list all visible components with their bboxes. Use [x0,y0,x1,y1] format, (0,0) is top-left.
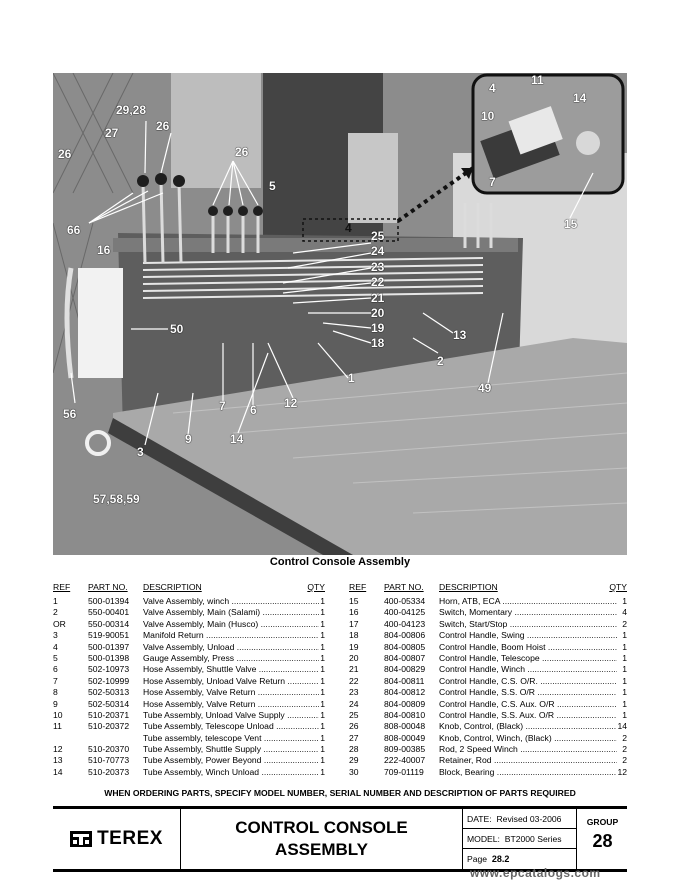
table-row [53,699,325,710]
table-row [53,607,325,618]
row-description: Control Handle, Boom Hoist ..... [439,642,617,653]
row-ref: 13 [53,755,63,766]
row-description: Control Handle, C.S. Aux. O/R ..... [439,699,617,710]
row-part-no: 804-00809 [384,698,426,709]
row-qty: 14 [617,721,627,732]
row-qty: 2 [622,732,627,743]
callout-20: 20 [371,306,385,320]
row-description: Tube Assembly, Winch Unload ..... [143,767,321,778]
callout-15: 15 [564,217,578,231]
callout-13: 13 [453,328,467,342]
row-ref: OR [53,618,66,629]
parts-column-left [53,582,325,778]
inset-callout-10: 10 [481,109,495,123]
callout-14: 14 [230,432,244,446]
row-qty: 1 [622,687,627,698]
header-qty: QTY [307,582,325,592]
row-qty: 1 [622,596,627,606]
callout-6: 6 [250,403,257,417]
table-row [349,733,627,744]
row-description: Valve Assembly, Main (Salami) ..... [143,607,321,618]
row-ref: 20 [349,652,359,663]
row-part-no: 500-01394 [88,596,130,606]
callout-3: 3 [137,445,144,459]
row-part-no: 804-00812 [384,687,426,698]
model-field: MODEL: BT2000 Series [463,829,576,849]
row-description: Hose Assembly, Shuttle Valve ..... [143,664,321,675]
row-qty: 1 [622,675,627,686]
callout-26-mid: 26 [156,119,170,133]
row-part-no: 400-04123 [384,618,426,629]
document-info [463,809,576,869]
row-qty: 2 [622,744,627,755]
callout-49: 49 [478,381,492,395]
row-description: Valve Assembly, winch ..... [143,596,321,607]
table-row [349,596,627,607]
row-description: Control Handle, Telescope ..... [439,653,617,664]
row-part-no: 510-20373 [88,766,130,777]
table-row [349,619,627,630]
row-ref: 3 [53,630,58,641]
row-ref: 21 [349,664,359,675]
callout-23: 23 [371,260,385,274]
row-qty: 1 [320,675,325,686]
assembly-photo [53,73,627,555]
inset-callout-7: 7 [489,175,496,189]
row-part-no: 510-70773 [88,755,130,766]
callout-29-28: 29,28 [116,103,147,117]
row-ref: 25 [349,709,359,720]
row-qty: 1 [320,721,325,732]
row-qty: 1 [320,652,325,663]
row-qty: 2 [622,618,627,629]
group-box [576,809,628,869]
callout-2: 2 [437,354,444,368]
table-row [349,699,627,710]
model-value: BT2000 Series [504,834,562,844]
row-ref: 18 [349,630,359,641]
figure-caption: Control Console Assembly [269,556,411,568]
row-description: Switch, Start/Stop ..... [439,619,617,630]
row-qty: 1 [320,755,325,766]
table-row [349,721,627,732]
callout-25: 25 [371,229,385,243]
row-part-no: 804-00807 [384,652,426,663]
callout-22: 22 [371,275,385,289]
row-part-no: 519-90051 [88,630,130,641]
table-header [53,582,325,596]
row-part-no: 804-00810 [384,709,426,720]
table-row [53,596,325,607]
row-ref: 16 [349,607,359,618]
row-ref: 2 [53,607,58,618]
watermark: www.epcatalogs.com [470,866,601,880]
row-part-no: 804-00805 [384,641,426,652]
row-ref: 23 [349,687,359,698]
row-description: Tube Assembly, Power Beyond ..... [143,755,321,766]
row-part-no: 400-05334 [384,596,426,606]
row-description: Retainer, Rod ..... [439,755,617,766]
row-qty: 1 [320,709,325,720]
row-part-no: 550-00314 [88,618,130,629]
row-qty: 1 [622,652,627,663]
row-qty: 1 [320,744,325,755]
row-description: Rod, 2 Speed Winch ..... [439,744,617,755]
row-ref: 4 [53,641,58,652]
table-row [53,619,325,630]
table-row [53,687,325,698]
callout-12: 12 [284,396,298,410]
row-qty: 1 [320,664,325,675]
callout-50: 50 [170,322,184,336]
row-description: Switch, Momentary ..... [439,607,617,618]
row-part-no: 808-00049 [384,732,426,743]
row-qty: 1 [622,630,627,641]
callout-27: 27 [105,126,119,140]
header-part-no: PART NO. [88,582,128,592]
callout-18: 18 [371,336,385,350]
table-row [53,755,325,766]
row-qty: 4 [622,607,627,618]
inset-callout-4: 4 [489,81,496,95]
row-description: Valve Assembly, Unload ..... [143,642,321,653]
row-ref: 28 [349,744,359,755]
row-description: Hose Assembly, Unload Valve Return ..... [143,676,321,687]
row-part-no: 804-00806 [384,630,426,641]
row-description: Gauge Assembly, Press ..... [143,653,321,664]
row-description: Control Handle, Winch ..... [439,664,617,675]
date-value: Revised 03-2006 [496,814,562,824]
table-row [349,744,627,755]
table-row [349,653,627,664]
callout-1: 1 [348,371,355,385]
row-qty: 1 [320,732,325,743]
header-part-no: PART NO. [384,582,424,592]
row-qty: 1 [622,641,627,652]
row-part-no: 709-01119 [384,766,424,777]
row-qty: 1 [320,596,325,606]
header-ref: REF [53,582,71,592]
row-description: Valve Assembly, Main (Husco) ..... [143,619,321,630]
photo-illustration [53,73,627,555]
row-part-no: 500-01398 [88,652,130,663]
row-part-no: 808-00048 [384,721,426,732]
table-row [349,642,627,653]
row-description: Tube Assembly, Shuttle Supply ..... [143,744,321,755]
row-ref: 7 [53,675,58,686]
row-qty: 1 [320,641,325,652]
date-field: DATE: Revised 03-2006 [463,809,576,829]
row-qty: 1 [320,698,325,709]
row-qty: 2 [622,755,627,766]
row-description: Hose Assembly, Valve Return ..... [143,699,321,710]
table-row [53,664,325,675]
callout-21: 21 [371,291,385,305]
callout-7: 7 [219,399,226,413]
row-qty: 1 [320,687,325,698]
header-description: DESCRIPTION [439,582,498,592]
header-qty: QTY [609,582,627,592]
table-row [53,676,325,687]
row-description: Horn, ATB, ECA ..... [439,596,617,607]
callout-66: 66 [67,223,81,237]
inset-callout-14: 14 [573,91,587,105]
table-row [349,664,627,675]
row-ref: 10 [53,709,63,720]
row-ref: 26 [349,721,359,732]
callout-4: 4 [345,221,352,235]
row-qty: 12 [617,766,627,777]
row-description: Control Handle, S.S. Aux. O/R ..... [439,710,617,721]
page-value: 28.2 [491,854,510,864]
callout-9: 9 [185,432,192,446]
logo-text: TEREX [97,828,163,849]
table-header [349,582,627,596]
callout-24: 24 [371,244,385,258]
row-description: Hose Assembly, Valve Return ..... [143,687,321,698]
table-row [53,721,325,732]
row-ref: 8 [53,687,58,698]
row-ref: 22 [349,675,359,686]
row-ref: 6 [53,664,58,675]
row-ref: 15 [349,596,359,606]
callout-26-right: 26 [235,145,249,159]
row-description: Tube assembly, telescope Vent ..... [143,733,321,744]
row-part-no: 550-00401 [88,607,130,618]
table-row [349,710,627,721]
row-part-no: 502-10999 [88,675,130,686]
callout-56: 56 [63,407,77,421]
row-ref: 19 [349,641,359,652]
table-row [53,744,325,755]
group-label: GROUP [586,817,619,827]
row-part-no: 502-50314 [88,698,130,709]
page-field: Page 28.2 [467,854,510,864]
row-description: Tube Assembly, Telescope Unload ..... [143,721,321,732]
document-title [181,809,463,869]
row-description: Knob, Control, Winch, (Black) ..... [439,733,617,744]
row-description: Manifold Return ..... [143,630,321,641]
table-row [53,733,325,744]
inset-callout-11: 11 [531,73,544,87]
row-description: Control Handle, C.S. O/R. ..... [439,676,617,687]
callout-16: 16 [97,243,111,257]
row-part-no: 804-00829 [384,664,426,675]
row-ref: 1 [53,596,58,606]
parts-column-right [349,582,627,778]
ordering-notice: WHEN ORDERING PARTS, SPECIFY MODEL NUMBER, SERIAL NUMBER AND DESCRIPTION OF PARTS REQUIRED [104,788,576,798]
table-row [349,676,627,687]
row-ref: 5 [53,652,58,663]
row-part-no: 500-01397 [88,641,130,652]
terex-logo-icon [70,831,92,847]
row-qty: 1 [320,607,325,618]
title-line-2: ASSEMBLY [275,840,368,859]
table-row [53,630,325,641]
table-row [349,630,627,641]
row-part-no: 222-40007 [384,755,426,766]
title-block [53,806,627,872]
row-part-no: 510-20370 [88,744,130,755]
table-row [53,642,325,653]
table-row [53,653,325,664]
title-line-1: CONTROL CONSOLE [235,818,408,837]
table-row [349,607,627,618]
row-ref: 27 [349,732,359,743]
table-row [349,767,627,778]
row-qty: 1 [320,618,325,629]
row-ref: 17 [349,618,359,629]
table-row [53,710,325,721]
row-ref: 24 [349,698,359,709]
row-ref: 12 [53,744,63,755]
group-value: 28 [592,831,613,851]
table-row [53,767,325,778]
row-qty: 1 [320,766,325,777]
row-description: Block, Bearing ..... [439,767,617,778]
table-row [349,755,627,766]
row-ref: 29 [349,755,359,766]
row-ref: 14 [53,766,63,777]
row-ref: 9 [53,698,58,709]
row-part-no: 502-50313 [88,687,130,698]
terex-logo [53,809,181,869]
row-qty: 1 [622,698,627,709]
row-part-no: 400-04125 [384,607,426,618]
row-part-no: 502-10973 [88,664,130,675]
callout-57-58-59: 57,58,59 [93,492,140,506]
header-description: DESCRIPTION [143,582,202,592]
row-qty: 1 [622,664,627,675]
callout-26-left: 26 [58,147,72,161]
row-description: Control Handle, S.S. O/R ..... [439,687,617,698]
row-qty: 1 [320,630,325,641]
row-part-no: 804-00811 [384,675,425,686]
header-ref: REF [349,582,367,592]
row-part-no: 809-00385 [384,744,426,755]
row-part-no: 510-20371 [88,709,130,720]
row-ref: 30 [349,766,359,777]
row-description: Knob, Control, (Black) ..... [439,721,617,732]
row-description: Control Handle, Swing ..... [439,630,617,641]
row-ref: 11 [53,721,62,732]
row-description: Tube Assembly, Unload Valve Supply ..... [143,710,321,721]
row-qty: 1 [622,709,627,720]
callout-5: 5 [269,179,276,193]
row-part-no: 510-20372 [88,721,130,732]
callout-19: 19 [371,321,385,335]
table-row [349,687,627,698]
